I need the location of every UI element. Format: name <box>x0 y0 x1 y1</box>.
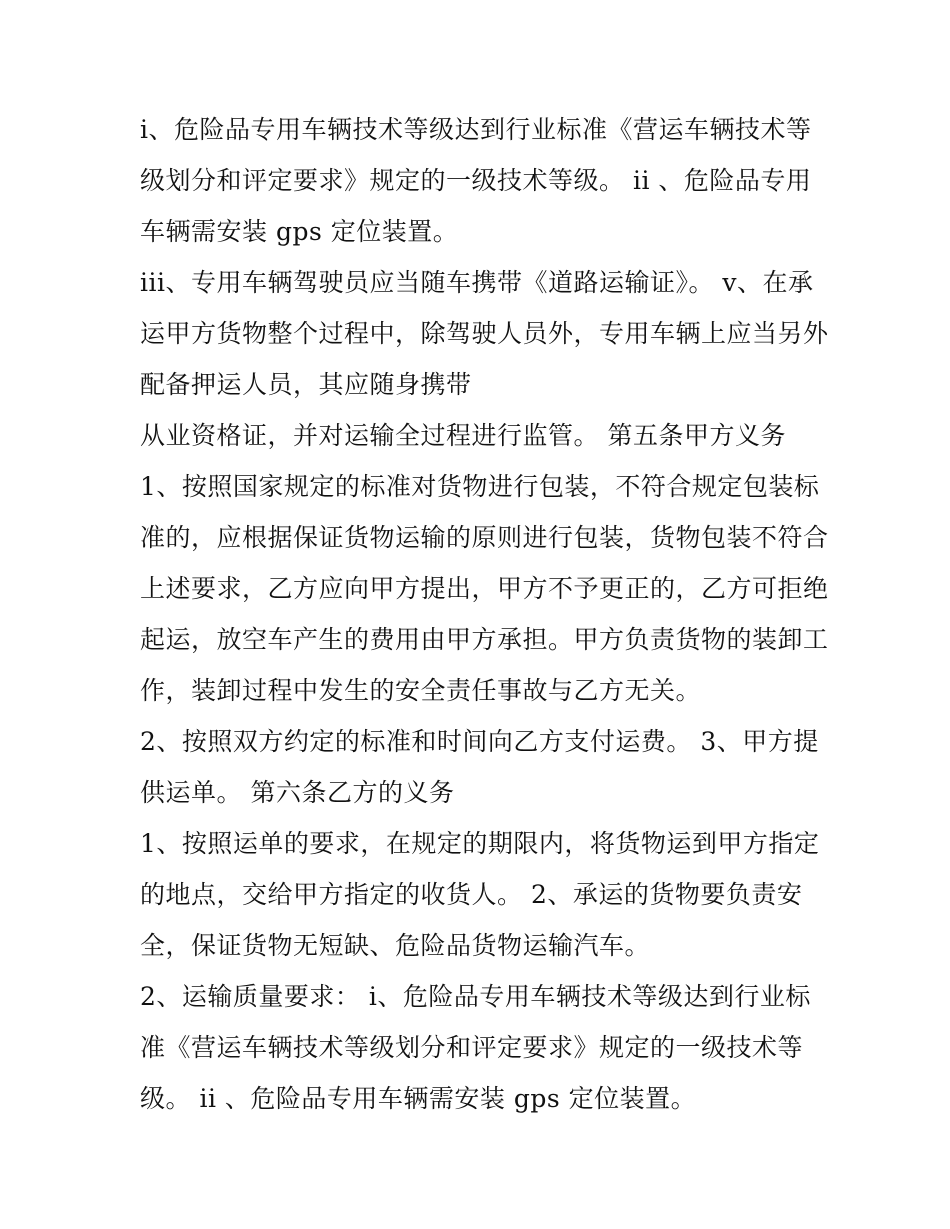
body-line: 2、运输质量要求： i、危险品专用车辆技术等级达到行业标 <box>140 982 811 1011</box>
body-line: 2、按照双方约定的标准和时间向乙方支付运费。 3、甲方提 <box>140 727 819 756</box>
body-line: iii、专用车辆驾驶员应当随车携带《道路运输证》。 v、在承 <box>140 268 814 297</box>
document-body <box>140 104 830 1124</box>
body-line: 的地点，交给甲方指定的收货人。 2、承运的货物要负责安 <box>140 880 803 909</box>
body-line: 级划分和评定要求》规定的一级技术等级。 ii 、危险品专用 <box>140 166 812 195</box>
body-line: 上述要求，乙方应向甲方提出，甲方不予更正的，乙方可拒绝 <box>140 574 829 603</box>
body-line: 1、按照运单的要求，在规定的期限内，将货物运到甲方指定 <box>140 829 820 858</box>
body-line: 起运，放空车产生的费用由甲方承担。甲方负责货物的装卸工 <box>140 625 829 654</box>
body-line: 准的，应根据保证货物运输的原则进行包装，货物包装不符合 <box>140 523 829 552</box>
body-line: 配备押运人员，其应随身携带 <box>140 370 472 399</box>
body-line: 准《营运车辆技术等级划分和评定要求》规定的一级技术等 <box>140 1033 804 1062</box>
body-line: 运甲方货物整个过程中，除驾驶人员外，专用车辆上应当另外 <box>140 319 829 348</box>
body-line: 级。 ii 、危险品专用车辆需安装 gps 定位装置。 <box>140 1084 697 1113</box>
body-line: 供运单。 第六条乙方的义务 <box>140 778 455 807</box>
body-line: 车辆需安装 gps 定位装置。 <box>140 217 459 246</box>
body-line: 从业资格证，并对运输全过程进行监管。 第五条甲方义务 <box>140 421 786 450</box>
body-line: 作，装卸过程中发生的安全责任事故与乙方无关。 <box>140 676 702 705</box>
body-line: i、危险品专用车辆技术等级达到行业标准《营运车辆技术等 <box>140 115 812 144</box>
body-line: 全，保证货物无短缺、危险品货物运输汽车。 <box>140 931 651 960</box>
body-line: 1、按照国家规定的标准对货物进行包装，不符合规定包装标 <box>140 472 820 501</box>
